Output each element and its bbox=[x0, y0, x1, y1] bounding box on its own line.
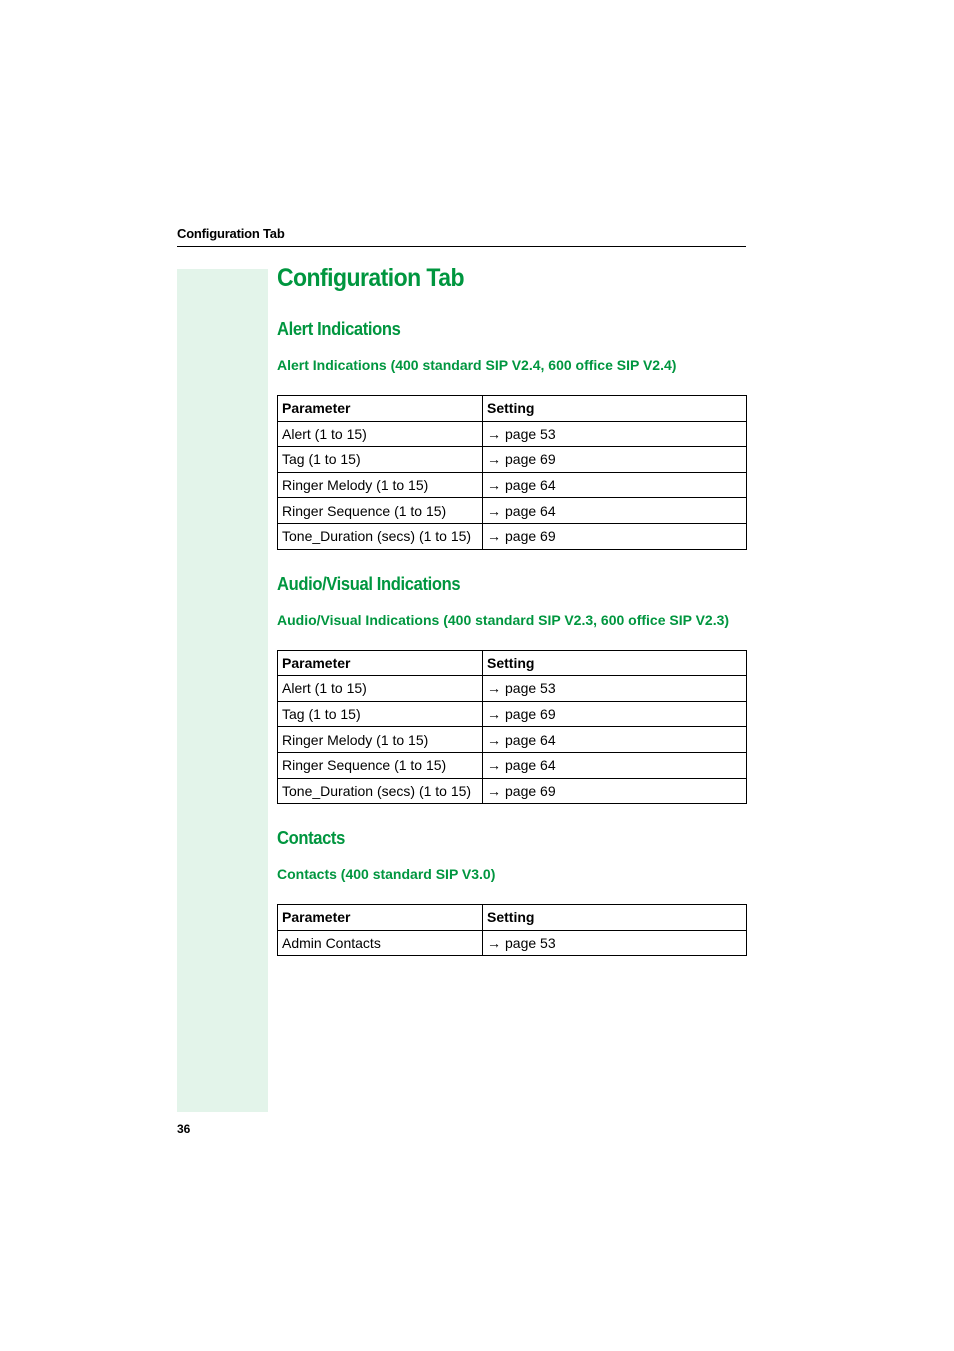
table-header-row bbox=[278, 905, 747, 931]
arrow-right-icon: → bbox=[487, 451, 501, 468]
table-row bbox=[278, 778, 747, 804]
column-header-parameter: Parameter bbox=[278, 650, 483, 676]
column-header-parameter: Parameter bbox=[278, 396, 483, 422]
setting-cell[interactable] bbox=[483, 447, 747, 473]
table-header-row bbox=[278, 396, 747, 422]
section-audio-visual-indications bbox=[277, 573, 746, 805]
section-contacts bbox=[277, 827, 746, 956]
section-heading: Contacts bbox=[277, 828, 345, 849]
parameter-cell: Admin Contacts bbox=[278, 930, 483, 956]
page-reference-link[interactable]: page 64 bbox=[505, 477, 556, 494]
table-row bbox=[278, 727, 747, 753]
table-row bbox=[278, 930, 747, 956]
page-reference-link[interactable]: page 64 bbox=[505, 502, 556, 519]
page-reference-link[interactable]: page 53 bbox=[505, 935, 556, 952]
parameter-cell: Ringer Melody (1 to 15) bbox=[278, 472, 483, 498]
column-header-parameter: Parameter bbox=[278, 905, 483, 931]
setting-cell[interactable] bbox=[483, 778, 747, 804]
section-subheading: Audio/Visual Indications (400 standard SIP V2.3, 600 office SIP V2.3) bbox=[277, 611, 730, 628]
page-reference-link[interactable]: page 69 bbox=[505, 782, 556, 799]
column-header-setting: Setting bbox=[483, 650, 747, 676]
section-alert-indications bbox=[277, 318, 746, 550]
parameter-table bbox=[277, 395, 747, 550]
arrow-right-icon: → bbox=[487, 782, 501, 799]
table-row bbox=[278, 752, 747, 778]
arrow-right-icon: → bbox=[487, 935, 501, 952]
page-reference-link[interactable]: page 64 bbox=[505, 757, 556, 774]
table-row bbox=[278, 701, 747, 727]
table-row bbox=[278, 676, 747, 702]
setting-cell[interactable] bbox=[483, 676, 747, 702]
section-heading: Alert Indications bbox=[277, 319, 401, 339]
page-reference-link[interactable]: page 69 bbox=[505, 706, 556, 723]
setting-cell[interactable] bbox=[483, 523, 747, 549]
column-header-setting: Setting bbox=[483, 905, 747, 931]
table-row bbox=[278, 421, 747, 447]
section-subheading: Alert Indications (400 standard SIP V2.4, 600 office SIP V2.4) bbox=[277, 357, 677, 373]
page-reference-link[interactable]: page 64 bbox=[505, 731, 556, 748]
table-row bbox=[278, 498, 747, 524]
arrow-right-icon: → bbox=[487, 706, 501, 723]
column-header-setting: Setting bbox=[483, 396, 747, 422]
page-number: 36 bbox=[177, 1122, 191, 1136]
parameter-cell: Tag (1 to 15) bbox=[278, 447, 483, 473]
parameter-cell: Tone_Duration (secs) (1 to 15) bbox=[278, 778, 483, 804]
setting-cell[interactable] bbox=[483, 930, 747, 956]
setting-cell[interactable] bbox=[483, 472, 747, 498]
parameter-cell: Ringer Melody (1 to 15) bbox=[278, 727, 483, 753]
page-reference-link[interactable]: page 69 bbox=[505, 528, 556, 545]
table-header-row bbox=[278, 650, 747, 676]
parameter-table bbox=[277, 650, 747, 805]
parameter-cell: Tone_Duration (secs) (1 to 15) bbox=[278, 523, 483, 549]
arrow-right-icon: → bbox=[487, 680, 501, 697]
section-subheading: Contacts (400 standard SIP V3.0) bbox=[277, 866, 496, 883]
arrow-right-icon: → bbox=[487, 528, 501, 545]
section-heading: Audio/Visual Indications bbox=[277, 573, 461, 594]
parameter-cell: Ringer Sequence (1 to 15) bbox=[278, 752, 483, 778]
parameter-cell: Alert (1 to 15) bbox=[278, 421, 483, 447]
setting-cell[interactable] bbox=[483, 701, 747, 727]
page-reference-link[interactable]: page 53 bbox=[505, 425, 556, 442]
page-reference-link[interactable]: page 69 bbox=[505, 451, 556, 468]
table-row bbox=[278, 472, 747, 498]
table-row bbox=[278, 523, 747, 549]
side-band bbox=[177, 269, 268, 1112]
setting-cell[interactable] bbox=[483, 421, 747, 447]
setting-cell[interactable] bbox=[483, 752, 747, 778]
table-row bbox=[278, 447, 747, 473]
parameter-cell: Ringer Sequence (1 to 15) bbox=[278, 498, 483, 524]
parameter-table bbox=[277, 904, 747, 956]
arrow-right-icon: → bbox=[487, 502, 501, 519]
arrow-right-icon: → bbox=[487, 477, 501, 494]
parameter-cell: Alert (1 to 15) bbox=[278, 676, 483, 702]
setting-cell[interactable] bbox=[483, 498, 747, 524]
setting-cell[interactable] bbox=[483, 727, 747, 753]
running-header: Configuration Tab bbox=[177, 226, 746, 247]
parameter-cell: Tag (1 to 15) bbox=[278, 701, 483, 727]
page-title: Configuration Tab bbox=[277, 264, 464, 292]
arrow-right-icon: → bbox=[487, 757, 501, 774]
arrow-right-icon: → bbox=[487, 731, 501, 748]
arrow-right-icon: → bbox=[487, 425, 501, 442]
main-content bbox=[277, 262, 746, 956]
page-reference-link[interactable]: page 53 bbox=[505, 680, 556, 697]
